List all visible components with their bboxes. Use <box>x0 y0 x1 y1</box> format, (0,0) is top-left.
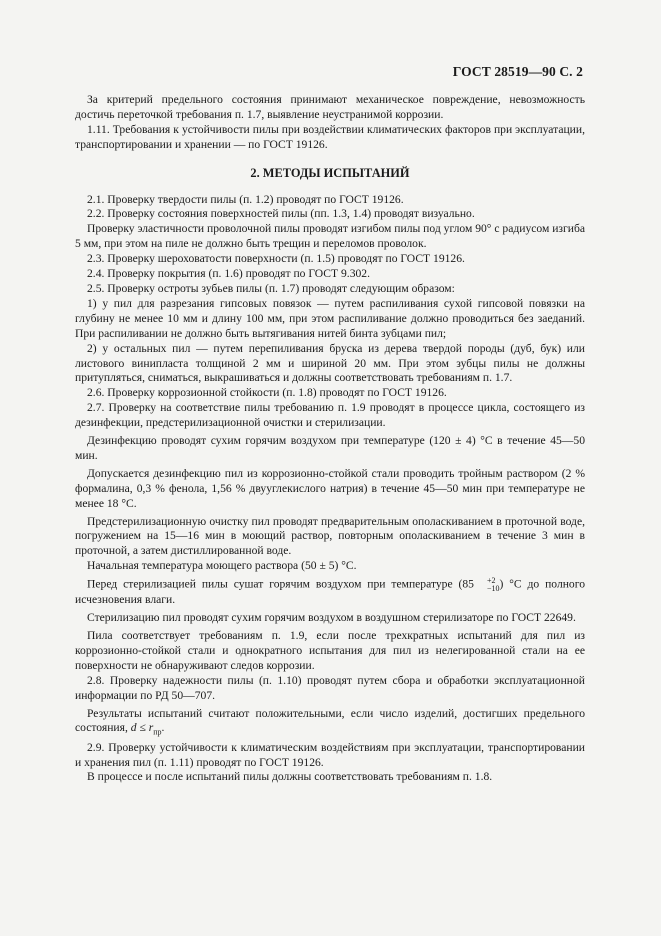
paragraph: 1) у пил для разрезания гипсовых повязок — путем распиливания сухой гипсовой повязки на глубину не менее 10 мм и длину 100 мм, при этом распиливание должно проводиться без заеданий. При распиливании не должно быть вытягивания нитей бинта зубцами пил; <box>75 296 585 340</box>
paragraph: Пила соответствует требованиям п. 1.9, если после трехкратных испытаний для пил из коррозионно-стойкой стали и однократного испытания для пил из нелегированной стали на ее поверхности не обнаруживают следов коррозии. <box>75 629 585 672</box>
formula: d ≤ r <box>130 721 154 735</box>
tolerance-lower: −10 <box>486 584 500 594</box>
paragraph: Дезинфекцию проводят сухим горячим воздухом при температуре (120 ± 4) °С в течение 45—50 мин. <box>75 434 585 462</box>
tolerance-upper: +2 <box>486 576 496 586</box>
text-fragment: ) °С до полного исчезновения влаги. <box>75 577 585 607</box>
paragraph: За критерий предельного состояния принимают механическое повреждение, невозможность достичь переточкой требования п. 1.7, выявление неустранимой коррозии. <box>75 93 585 121</box>
paragraph: Проверку эластичности проволочной пилы проводят изгибом пилы под углом 90° с радиусом изгиба 5 мм, при этом на пиле не должно быть трещин и переломов проволок. <box>75 222 585 251</box>
paragraph: 1.11. Требования к устойчивости пилы при воздействии климатических факторов при эксплуатации, транспортировании и хранении — по ГОСТ 19126. <box>75 122 585 151</box>
paragraph: Допускается дезинфекцию пил из коррозионно-стойкой стали проводить тройным раствором (2 % формалина, 0,3 % фенола, 1,56 % двууглекислого натрия) в течение 45—50 мин при температуре не менее 18 °С. <box>75 466 585 510</box>
section-title: 2. МЕТОДЫ ИСПЫТАНИЙ <box>250 165 410 180</box>
tolerance-fraction <box>475 577 500 593</box>
paragraph-results <box>75 707 585 741</box>
text-fragment: Результаты испытаний считают положительными, если число изделий, достигших предельного состояния, <box>75 706 585 735</box>
paragraph: В процессе и после испытаний пилы должны соответствовать требованиям п. 1.8. <box>87 770 493 784</box>
paragraph: 2.5. Проверку остроты зубьев пилы (п. 1.7) проводят следующим образом: <box>87 281 455 295</box>
paragraph: Предстерилизационную очистку пил проводят предварительным ополаскиванием в проточной воде, погружением на 15—16 мин в моющий раствор, повторным ополаскиванием в течение 3 мин в проточной, а затем дистиллированной воде. <box>75 514 585 558</box>
paragraph: 2.3. Проверку шероховатости поверхности (п. 1.5) проводят по ГОСТ 19126. <box>87 252 465 266</box>
text-fragment: Перед стерилизацией пилы сушат горячим воздухом при температуре (85 <box>87 577 474 591</box>
paragraph-sterilization-drying <box>75 577 585 608</box>
document-body <box>75 93 585 785</box>
paragraph: Начальная температура моющего раствора (50 ± 5) °С. <box>87 559 357 573</box>
paragraph: 2.4. Проверку покрытия (п. 1.6) проводят по ГОСТ 9.302. <box>87 267 370 281</box>
paragraph: 2.9. Проверку устойчивости к климатическим воздействиям при эксплуатации, транспортировании и хранения пил (п. 1.11) проводят по ГОСТ 19126. <box>75 740 585 769</box>
paragraph: 2) у остальных пил — путем перепиливания бруска из дерева твердой породы (дуб, бук) или листового винипласта толщиной 2 мм и шириной 20 мм. При этом зубцы пилы не должны притупляться, сниматься, выкрашиваться и должны соответствовать требованиям п. 1.7. <box>75 341 585 385</box>
paragraph: 2.6. Проверку коррозионной стойкости (п. 1.8) проводят по ГОСТ 19126. <box>87 386 447 400</box>
formula-subscript: пр <box>153 727 162 737</box>
paragraph: 2.7. Проверку на соответствие пилы требованию п. 1.9 проводят в процессе цикла, состоящего из дезинфекции, предстерилизационной очистки и стерилизации. <box>75 401 585 430</box>
page-header: ГОСТ 28519—90 С. 2 <box>452 64 583 79</box>
paragraph: 2.8. Проверку надежности пилы (п. 1.10) проводят путем сбора и обработки эксплуатационной информации по РД 50—707. <box>75 673 585 702</box>
text-fragment: . <box>161 721 165 735</box>
paragraph: Стерилизацию пил проводят сухим горячим воздухом в воздушном стерилизаторе по ГОСТ 22649. <box>87 611 576 625</box>
paragraph: 2.1. Проверку твердости пилы (п. 1.2) проводят по ГОСТ 19126. <box>87 192 404 206</box>
paragraph: 2.2. Проверку состояния поверхностей пилы (пп. 1.3, 1.4) проводят визуально. <box>87 207 475 221</box>
